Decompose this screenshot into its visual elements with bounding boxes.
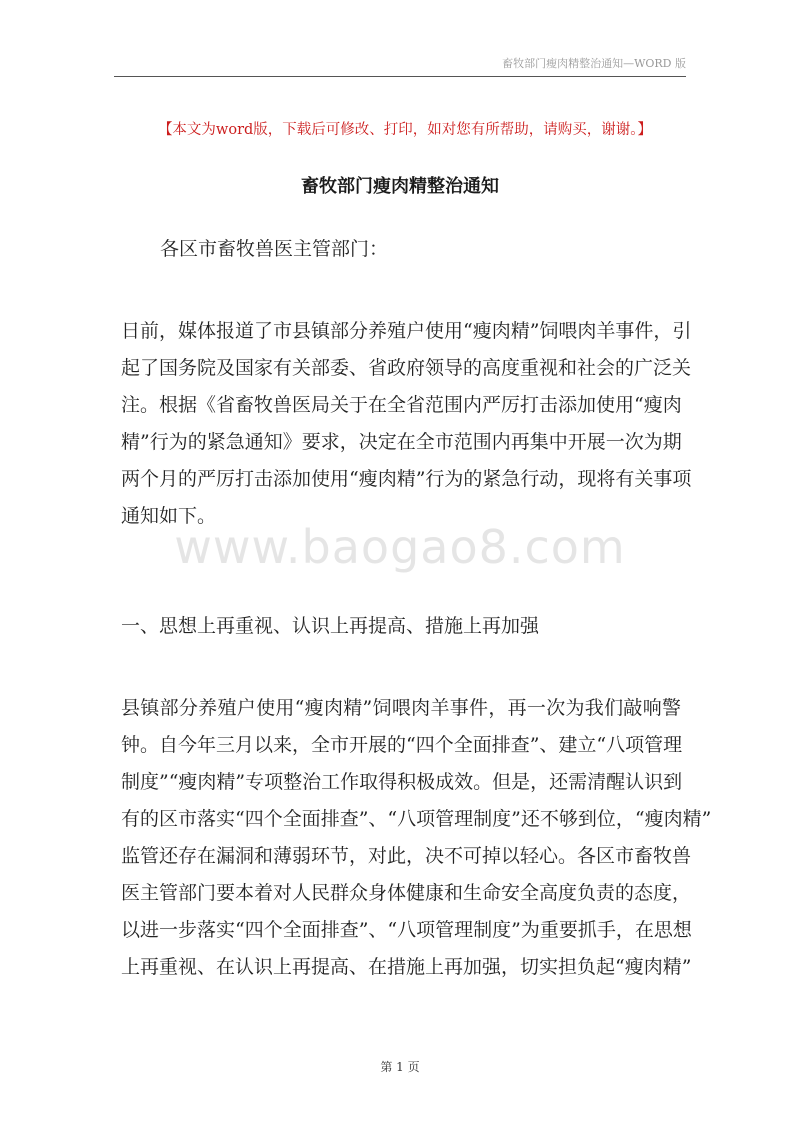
watermark: www.baogao8.com <box>174 520 626 574</box>
salutation: 各区市畜牧兽医主管部门： <box>160 238 389 260</box>
paragraph-line: 两个月的严厉打击添加使用“瘦肉精”行为的紧急行动，现将有关事项 <box>121 468 692 490</box>
paragraph-line: 以进一步落实“四个全面排查”、“八项管理制度”为重要抓手，在思想 <box>121 919 692 941</box>
paragraph-line: 起了国务院及国家有关部委、省政府领导的高度重视和社会的广泛关 <box>121 357 692 379</box>
paragraph-line: 县镇部分养殖户使用“瘦肉精”饲喂肉羊事件，再一次为我们敲响警 <box>121 697 681 719</box>
paragraph-line: 上再重视、在认识上再提高、在措施上再加强，切实担负起“瘦肉精” <box>121 956 692 978</box>
page-number: 第 1 页 <box>380 1060 420 1074</box>
purchase-notice: 【本文为word版，下载后可修改、打印，如对您有所帮助，请购买，谢谢。】 <box>157 122 653 138</box>
paragraph-line: 制度”“瘦肉精”专项整治工作取得积极成效。但是，还需清醒认识到 <box>121 771 683 793</box>
paragraph-line: 通知如下。 <box>121 505 217 527</box>
section-heading <box>121 608 681 645</box>
paragraph-line: 医主管部门要本着对人民群众身体健康和生命安全高度负责的态度， <box>121 882 692 904</box>
paragraph-2 <box>121 690 712 986</box>
paragraph-line: 日前，媒体报道了市县镇部分养殖户使用“瘦肉精”饲喂肉羊事件，引 <box>121 320 692 342</box>
paragraph-line: 监管还存在漏洞和薄弱环节，对此，决不可掉以轻心。各区市畜牧兽 <box>121 845 692 867</box>
document-title: 畜牧部门瘦肉精整治通知 <box>301 176 499 197</box>
paragraph-line: 钟。自今年三月以来，全市开展的“四个全面排查”、建立“八项管理 <box>121 734 683 756</box>
paragraph-line: 注。根据《省畜牧兽医局关于在全省范围内严厉打击添加使用“瘦肉 <box>121 394 682 416</box>
running-header: 畜牧部门瘦肉精整治通知—WORD 版 <box>502 57 686 70</box>
paragraph-1 <box>121 313 692 535</box>
paragraph-line: 精”行为的紧急通知》要求，决定在全市范围内再集中开展一次为期 <box>121 431 682 453</box>
paragraph-line: 有的区市落实“四个全面排查”、“八项管理制度”还不够到位，“瘦肉精” <box>121 808 712 830</box>
header-divider <box>114 76 686 77</box>
section-heading-text: 一、思想上再重视、认识上再提高、措施上再加强 <box>121 615 540 637</box>
